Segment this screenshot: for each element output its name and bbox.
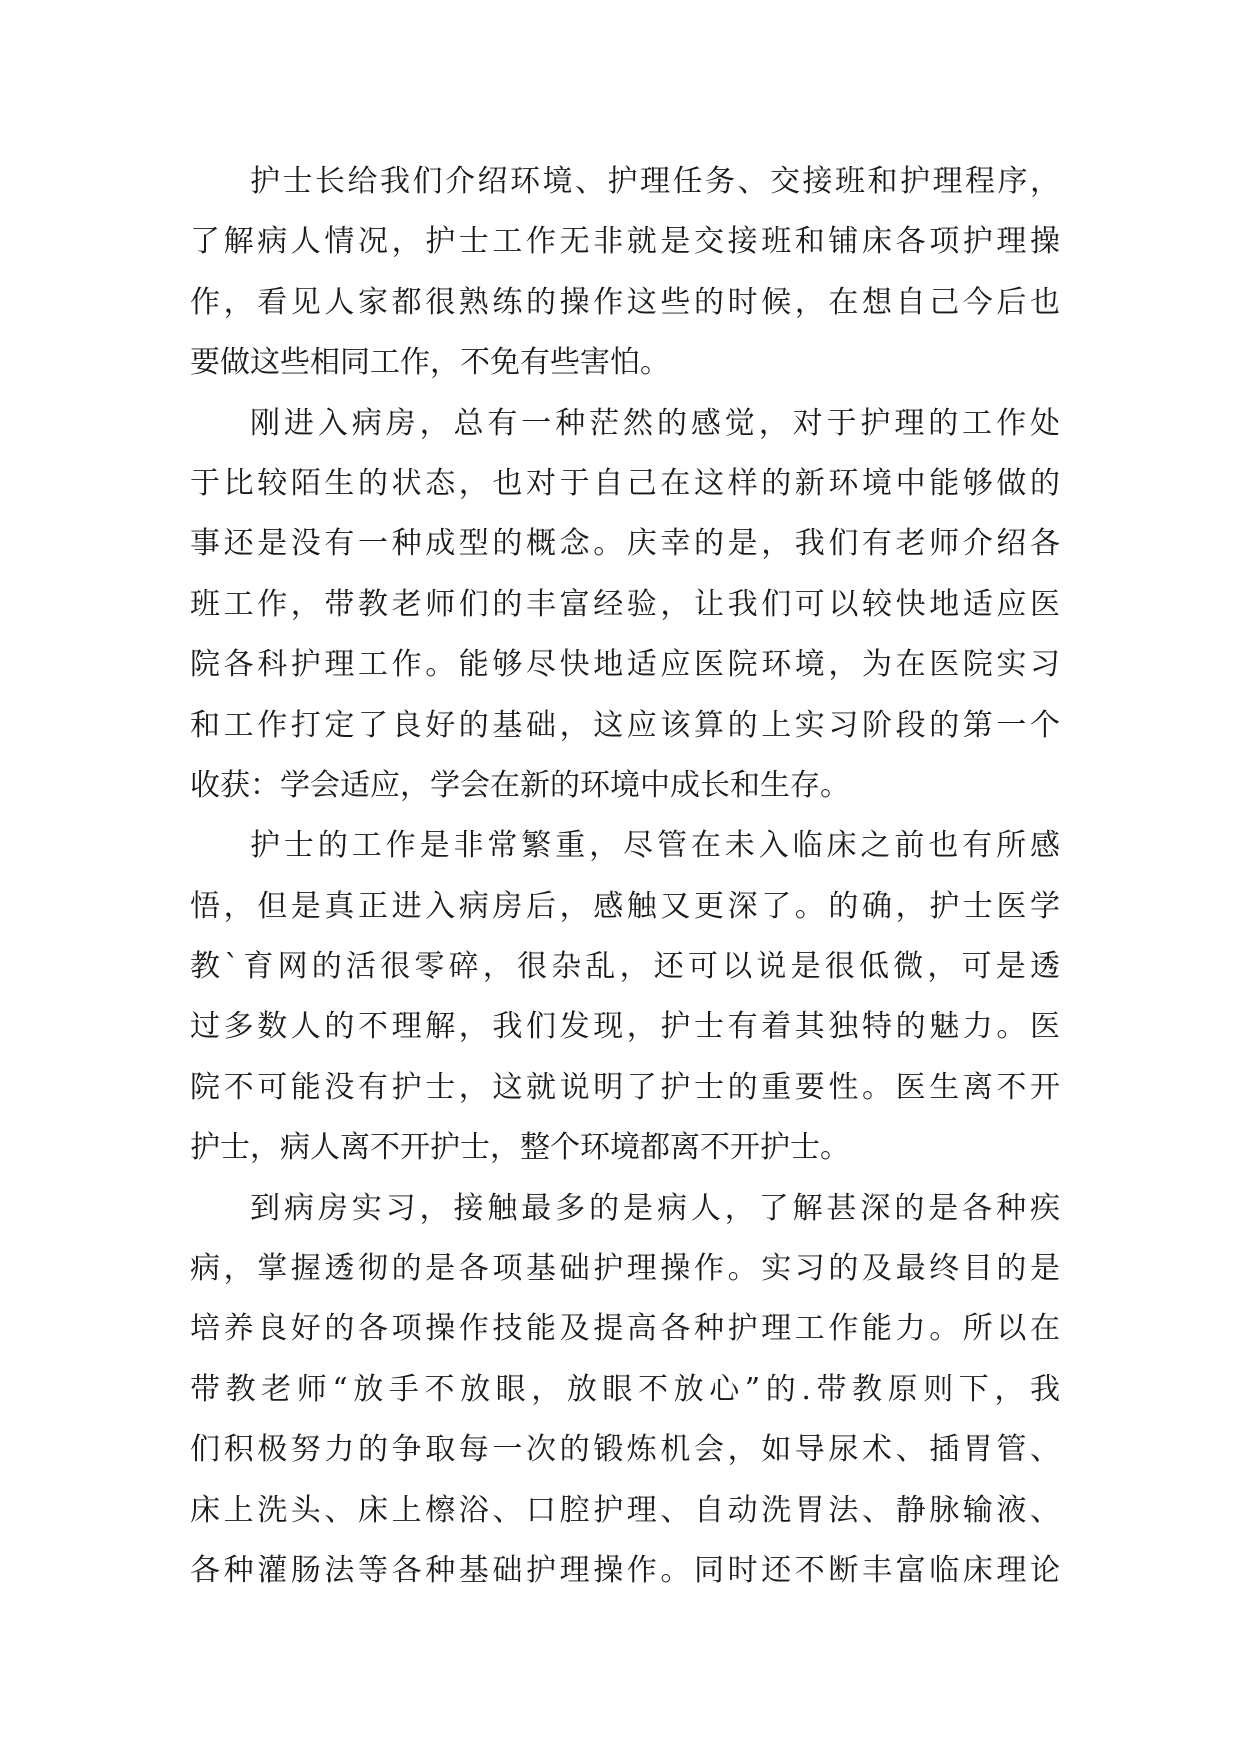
text-line: 护士，病人离不开护士，整个环境都离不开护士。 — [190, 1130, 850, 1166]
paragraph-3 — [190, 816, 1060, 1178]
text-line: 到病房实习，接触最多的是病人，了解甚深的是各种疾 — [250, 1190, 1060, 1226]
text-line: 院各科护理工作。能够尽快地适应医院环境，为在医院实习 — [190, 647, 1060, 683]
text-line: 班工作，带教老师们的丰富经验，让我们可以较快地适应医 — [190, 586, 1060, 622]
text-line: 和工作打定了良好的基础，这应该算的上实习阶段的第一个 — [190, 707, 1060, 743]
text-line: 收获：学会适应，学会在新的环境中成长和生存。 — [190, 767, 850, 803]
paragraph-2 — [190, 394, 1060, 817]
paragraph-4 — [190, 1179, 1060, 1602]
text-line: 刚进入病房，总有一种茫然的感觉，对于护理的工作处 — [250, 405, 1060, 441]
document-body — [190, 152, 1060, 1601]
text-line: 了解病人情况，护士工作无非就是交接班和铺床各项护理操 — [190, 224, 1060, 260]
text-line: 护士长给我们介绍环境、护理任务、交接班和护理程序， — [250, 164, 1060, 199]
text-line: 要做这些相同工作，不免有些害怕。 — [190, 345, 670, 381]
text-line: 们积极努力的争取每一次的锻炼机会，如导尿术、插胃管、 — [190, 1432, 1060, 1468]
text-line: 病，掌握透彻的是各项基础护理操作。实习的及最终目的是 — [190, 1251, 1060, 1287]
text-line: 带教老师“放手不放眼，放眼不放心”的.带教原则下，我 — [190, 1371, 1060, 1407]
text-line: 事还是没有一种成型的概念。庆幸的是，我们有老师介绍各 — [190, 526, 1060, 562]
text-line: 床上洗头、床上檫浴、口腔护理、自动洗胃法、静脉输液、 — [190, 1492, 1060, 1528]
text-line: 于比较陌生的状态，也对于自己在这样的新环境中能够做的 — [190, 465, 1060, 501]
text-line: 悟，但是真正进入病房后，感触又更深了。的确，护士医学 — [190, 888, 1060, 924]
paragraph-1 — [190, 152, 1060, 394]
text-line: 护士的工作是非常繁重，尽管在未入临床之前也有所感 — [250, 828, 1060, 864]
text-line: 各种灌肠法等各种基础护理操作。同时还不断丰富临床理论 — [190, 1552, 1060, 1588]
text-line: 院不可能没有护士，这就说明了护士的重要性。医生离不开 — [190, 1069, 1060, 1105]
text-line: 教`育网的活很零碎，很杂乱，还可以说是很低微，可是透 — [190, 949, 1060, 985]
text-line: 培养良好的各项操作技能及提高各种护理工作能力。所以在 — [190, 1311, 1060, 1347]
text-line: 过多数人的不理解，我们发现，护士有着其独特的魅力。医 — [190, 1009, 1060, 1045]
text-line: 作，看见人家都很熟练的操作这些的时候，在想自己今后也 — [190, 284, 1060, 320]
